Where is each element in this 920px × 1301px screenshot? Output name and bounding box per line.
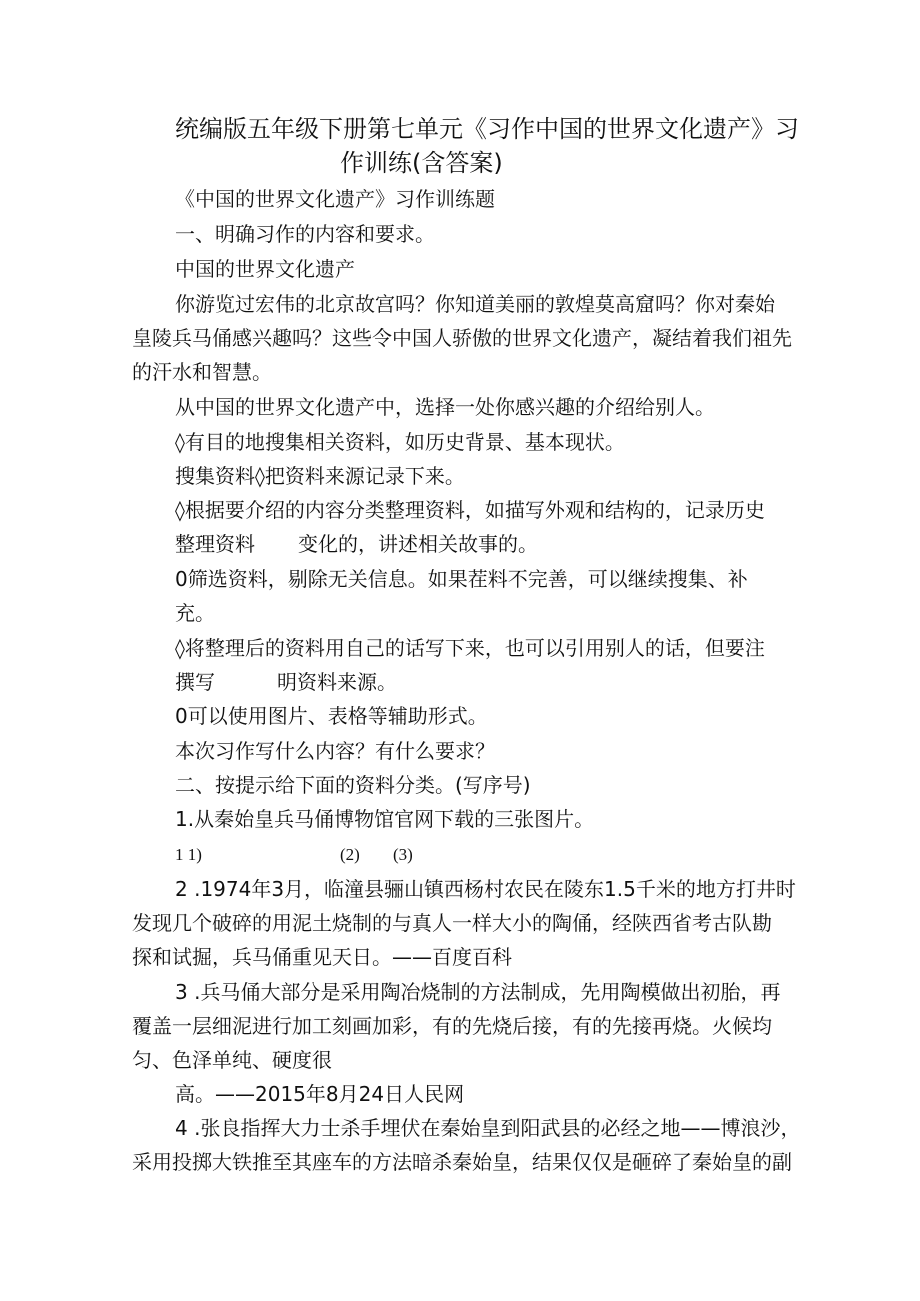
step-organize-label: 整理资料 xyxy=(175,532,255,556)
step-filter-line1: 0筛选资料，剔除无关信息。如果茬料不完善，可以继续搜集、补 xyxy=(175,567,748,591)
document-title-line1: 统编版五年级下册第七单元《习作中国的世界文化遗产》习 xyxy=(175,115,799,143)
step-filter-line2: 充。 xyxy=(175,601,215,625)
step-write-line2: 明资料来源。 xyxy=(277,670,397,694)
material-item-3-line4: 高。——2015年8月24日人民网 xyxy=(175,1082,465,1106)
section1-topic: 中国的世界文化遗产 xyxy=(175,257,355,281)
material-item-4-line1: 4 .张良指挥大力士杀手埋伏在秦始皇到阳武县的必经之地——博浪沙， xyxy=(175,1116,801,1140)
section2-heading: 二、按提示给下面的资料分类。(写序号) xyxy=(175,773,531,797)
document-title-line2: 作训练(含答案) xyxy=(340,149,503,177)
material-item-1-sub-a: 1 1) xyxy=(175,845,202,864)
material-item-2-line2: 发现几个破碎的用泥土烧制的与真人一样大小的陶俑，经陕西省考古队勘 xyxy=(132,911,772,935)
step-organize-line1: ◊根据要介绍的内容分类整理资料，如描写外观和结构的，记录历史 xyxy=(175,498,765,522)
material-item-1-sub-b: (2) xyxy=(340,845,360,864)
material-item-3-line2: 覆盖一层细泥进行加工刻画加彩，有的先烧后接，有的先接再烧。火候均 xyxy=(132,1014,772,1038)
step-collect: ◊有目的地搜集相关资料，如历史背景、基本现状。 xyxy=(175,430,625,454)
section1-heading: 一、明确习作的内容和要求。 xyxy=(175,222,435,246)
material-item-2-line3: 探和试掘，兵马俑重见天日。——百度百科 xyxy=(132,945,512,969)
material-item-4-line2: 采用投掷大铁推至其座车的方法暗杀秦始皇，结果仅仅是砸碎了秦始皇的副 xyxy=(132,1150,792,1174)
step-record-source: 搜集资料◊把资料来源记录下来。 xyxy=(175,464,465,488)
task-statement: 从中国的世界文化遗产中，选择一处你感兴趣的介绍给别人。 xyxy=(175,395,715,419)
step-write-label: 撰写 xyxy=(175,670,215,694)
material-item-1-sub-c: (3) xyxy=(393,845,413,864)
intro-line-2: 皇陵兵马俑感兴趣吗？这些令中国人骄傲的世界文化遗产，凝结着我们祖先 xyxy=(132,326,792,350)
worksheet-subtitle: 《中国的世界文化遗产》习作训练题 xyxy=(175,187,495,211)
step-write-line1: ◊将整理后的资料用自己的话写下来，也可以引用别人的话，但要注 xyxy=(175,636,765,660)
section1-question: 本次习作写什么内容？有什么要求？ xyxy=(175,739,495,763)
step-aids: 0可以使用图片、表格等辅助形式。 xyxy=(175,704,488,728)
material-item-2-line1: 2 .1974年3月，临潼县骊山镇西杨村农民在陵东1.5千米的地方打井时 xyxy=(175,877,796,901)
step-organize-line2: 变化的，讲述相关故事的。 xyxy=(298,532,538,556)
material-item-3-line3: 匀、色泽单纯、硬度很 xyxy=(132,1048,332,1072)
material-item-3-line1: 3 .兵马俑大部分是采用陶冶烧制的方法制成，先用陶模做出初胎，再 xyxy=(175,980,781,1004)
material-item-1: 1.从秦始皇兵马俑博物馆官网下载的三张图片。 xyxy=(175,807,595,831)
intro-line-3: 的汗水和智慧。 xyxy=(132,360,272,384)
intro-line-1: 你游览过宏伟的北京故宫吗？你知道美丽的敦煌莫高窟吗？你对秦始 xyxy=(175,292,775,316)
